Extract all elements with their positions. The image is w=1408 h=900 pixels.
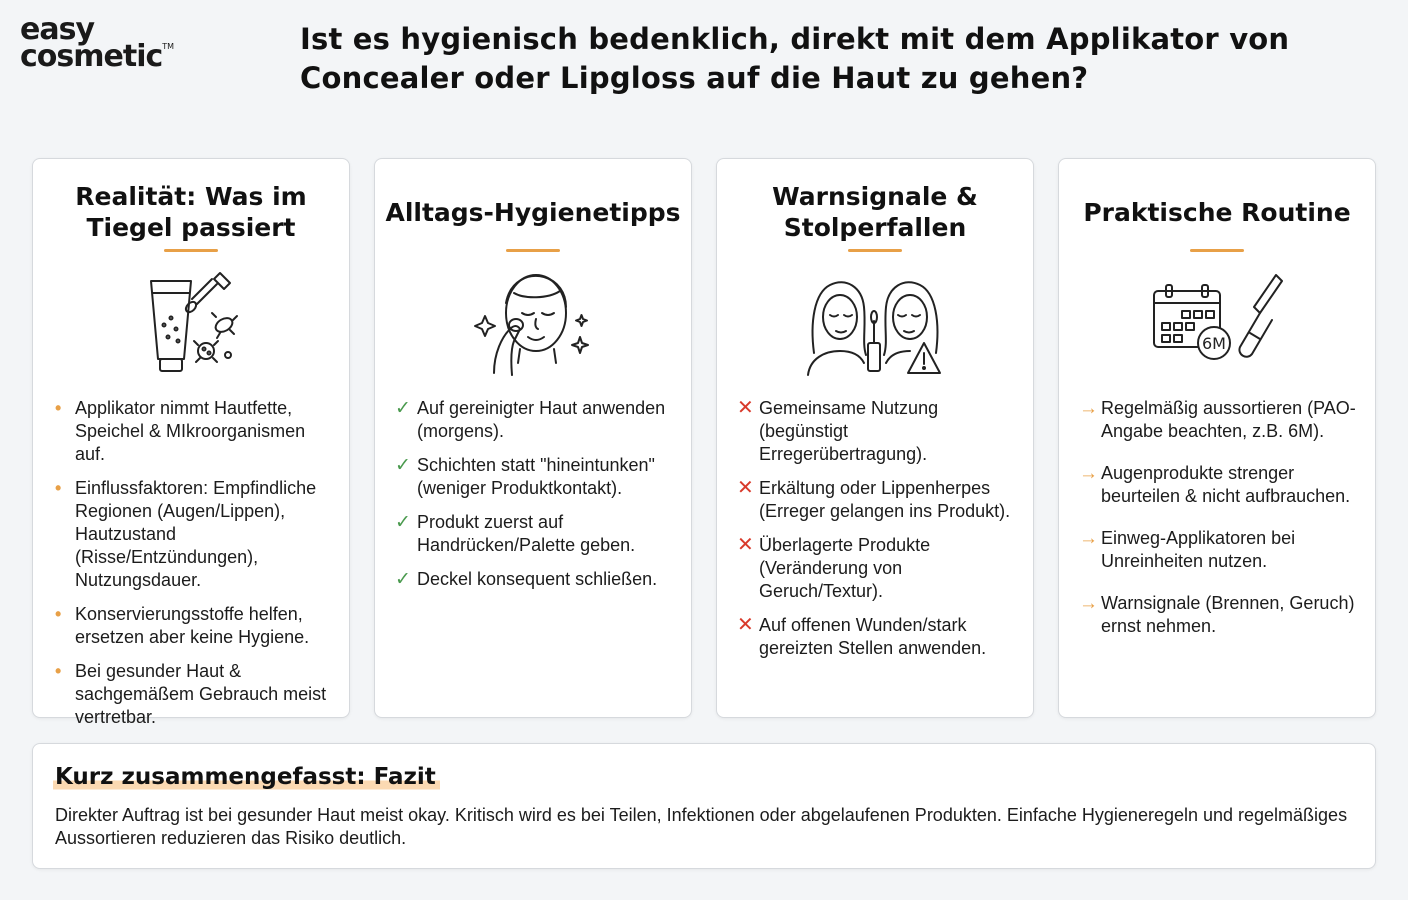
brand-logo <box>20 12 190 74</box>
reality-list <box>53 397 337 740</box>
tube-applicator-bacteria-icon <box>116 263 266 383</box>
title-underline <box>1190 249 1244 252</box>
two-women-warning-icon <box>800 263 950 383</box>
card-title: Warnsignale & Stolperfallen <box>772 182 978 242</box>
cross-icon: ✕ <box>737 614 754 636</box>
list-item: → Warnsignale (Brennen, Geruch) ernst nehmen. <box>1079 593 1355 636</box>
check-icon: ✓ <box>395 455 411 476</box>
list-item: ✕ Überlagerte Produkte (Veränderung von Geruch/Textur). <box>737 534 931 601</box>
logo-trademark: TM <box>162 42 175 51</box>
hygiene-tips-list <box>395 397 679 602</box>
arrow-right-icon: → <box>1079 528 1098 549</box>
list-item: → Einweg-Applikatoren bei Unreinheiten nutzen. <box>1079 528 1296 571</box>
card-title: Praktische Routine <box>1083 197 1351 227</box>
cross-icon: ✕ <box>737 534 754 556</box>
check-icon: ✓ <box>395 398 411 419</box>
bullet-icon: • <box>55 398 62 418</box>
summary-title: Kurz zusammengefasst: Fazit <box>53 762 440 792</box>
title-underline <box>848 249 902 252</box>
card-reality <box>32 158 350 727</box>
face-cleansing-icon <box>458 263 608 383</box>
bullet-icon: • <box>55 478 62 498</box>
page-headline: Ist es hygienisch bedenklich, direkt mit dem Applikator von Concealer oder Lipgloss auf die Haut zu gehen? <box>300 22 1290 95</box>
check-icon: ✓ <box>395 569 411 590</box>
summary-box <box>32 743 1376 869</box>
list-item: • Bei gesunder Haut & sachgemäßem Gebrauch meist vertretbar. <box>55 661 327 727</box>
title-underline <box>506 249 560 252</box>
card-warning-signs <box>716 158 1034 718</box>
list-item: • Einflussfaktoren: Empfindliche Regionen (Augen/Lippen), Hautzustand (Risse/Entzündungen), Nutzungsdauer. <box>55 478 317 590</box>
list-item: → Augenprodukte strenger beurteilen & nicht aufbrauchen. <box>1079 463 1351 506</box>
logo-word-cosmetic: cosmetic <box>20 39 163 74</box>
arrow-right-icon: → <box>1079 463 1098 484</box>
cross-icon: ✕ <box>737 397 754 419</box>
list-item: ✕ Auf offenen Wunden/stark gereizten Stellen anwenden. <box>737 614 987 658</box>
check-icon: ✓ <box>395 512 411 533</box>
arrow-right-icon: → <box>1079 593 1098 614</box>
bullet-icon: • <box>55 604 62 624</box>
arrow-right-icon: → <box>1079 398 1098 419</box>
warning-signs-list <box>737 397 1021 671</box>
logo-word-easy: easy <box>20 12 95 47</box>
list-item: ✓ Produkt zuerst auf Handrücken/Palette geben. <box>395 512 636 555</box>
summary-text: Direkter Auftrag ist bei gesunder Haut meist okay. Kritisch wird es bei Teilen, Infektionen oder abgelaufenen Produkten. Einfache Hygieneregeln und regelmäßiges Aussortieren reduzieren das Risiko deutlich. <box>55 805 1348 848</box>
calendar-6m-applicator-icon <box>1142 263 1292 383</box>
list-item: → Regelmäßig aussortieren (PAO-Angabe beachten, z.B. 6M). <box>1079 398 1356 441</box>
card-hygiene-tips <box>374 158 692 718</box>
cross-icon: ✕ <box>737 477 754 499</box>
list-item: ✓ Deckel konsequent schließen. <box>395 569 658 590</box>
card-title: Alltags-Hygienetipps <box>385 197 681 227</box>
bullet-icon: • <box>55 661 62 681</box>
routine-list <box>1079 397 1363 657</box>
list-item: ✕ Erkältung oder Lippenherpes (Erreger gelangen ins Produkt). <box>737 477 1011 521</box>
pao-badge-label: 6M <box>1202 334 1226 353</box>
list-item: ✓ Auf gereinigter Haut anwenden (morgens). <box>395 398 666 441</box>
list-item: • Applikator nimmt Hautfette, Speichel & MIkroorganismen auf. <box>55 398 306 464</box>
list-item: ✕ Gemeinsame Nutzung (begünstigt Erregerübertragung). <box>737 397 939 464</box>
title-underline <box>164 249 218 252</box>
list-item: ✓ Schichten statt "hineintunken" (weniger Produktkontakt). <box>395 455 655 498</box>
card-title: Realität: Was im Tiegel passiert <box>75 182 307 242</box>
card-routine <box>1058 158 1376 718</box>
list-item: • Konservierungsstoffe helfen, ersetzen aber keine Hygiene. <box>55 604 310 647</box>
